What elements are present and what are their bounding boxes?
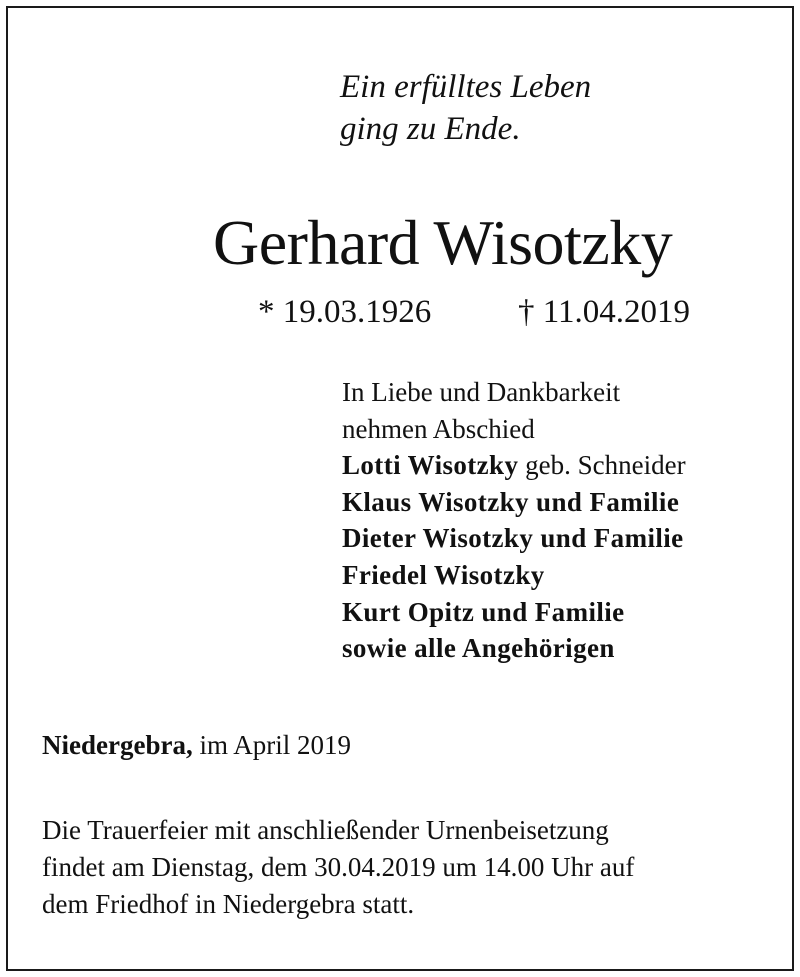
mourner-line: sowie alle Angehörigen (342, 633, 615, 664)
funeral-notice (42, 812, 634, 923)
place-town: Niedergebra, (42, 730, 193, 760)
deceased-name: Gerhard Wisotzky (213, 207, 673, 278)
mourner-line: Klaus Wisotzky und Familie (342, 486, 680, 517)
mourner-line: Dieter Wisotzky und Familie (342, 523, 684, 554)
place-month: im April 2019 (192, 730, 351, 760)
motto-line-2: ging zu Ende. (340, 111, 521, 147)
place-date (42, 730, 351, 761)
mourner-line: Lotti Wisotzky geb. Schneider (342, 450, 686, 481)
motto (340, 66, 591, 150)
mourners-intro-1: In Liebe und Dankbarkeit (342, 377, 621, 407)
motto-line-1: Ein erfülltes Leben (340, 69, 592, 105)
notice-line-1: Die Trauerfeier mit anschließender Urnenbeisetzung (42, 815, 609, 845)
mourners-intro-2: nehmen Abschied (342, 413, 535, 444)
birth-date: * 19.03.1926 (258, 294, 432, 330)
notice-line-3: dem Friedhof in Niedergebra statt. (42, 889, 415, 919)
mourner-line: Friedel Wisotzky (342, 559, 545, 590)
notice-line-2: findet am Dienstag, dem 30.04.2019 um 14.00 Uhr auf (42, 852, 635, 882)
obituary-frame (6, 6, 794, 971)
mourner-line: Kurt Opitz und Familie (342, 596, 625, 627)
death-date: † 11.04.2019 (518, 294, 691, 330)
mourners-block (342, 374, 686, 667)
